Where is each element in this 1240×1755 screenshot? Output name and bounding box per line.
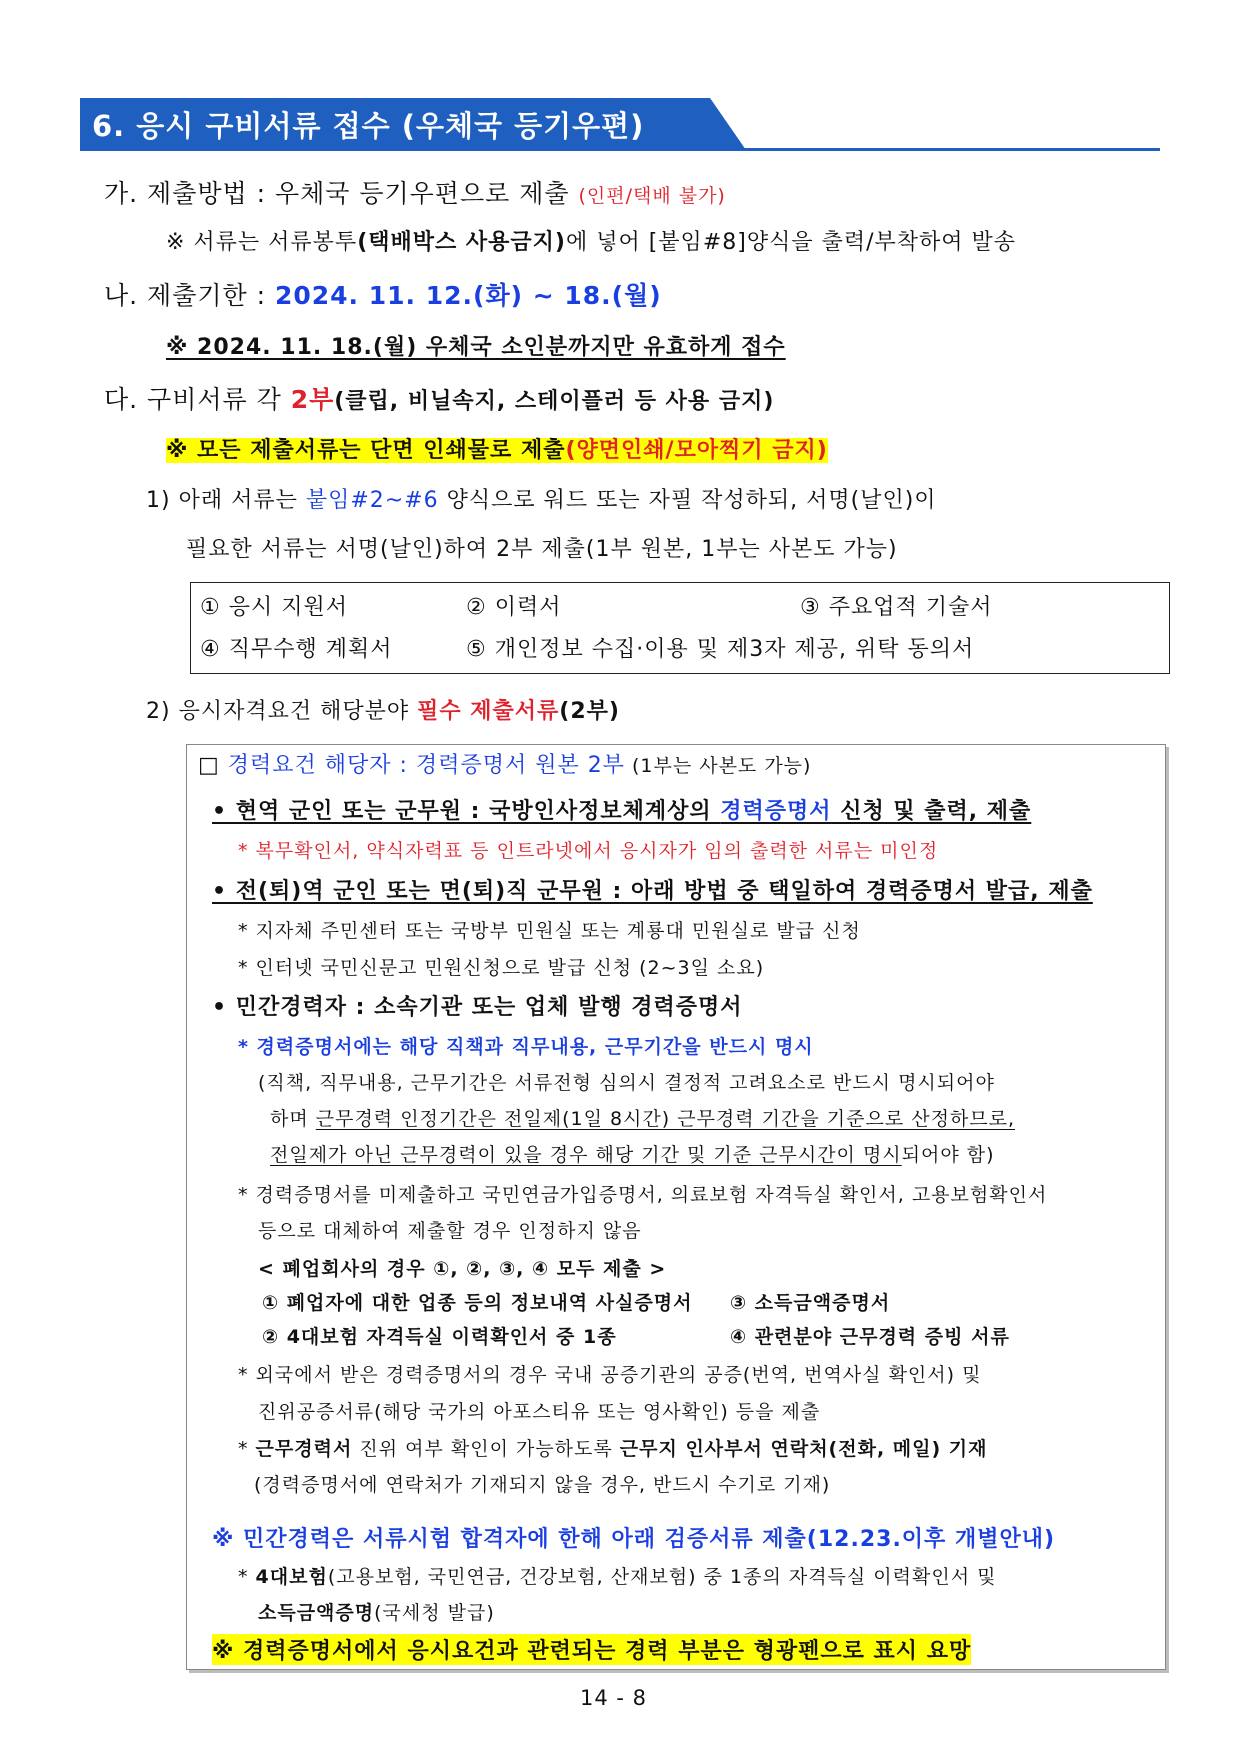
active-military-text: • 현역 군인 또는 군무원 : 국방인사정보체계상의 — [212, 799, 721, 824]
print-warning-text: ※ 모든 제출서류는 단면 인쇄물로 제출 — [166, 438, 566, 463]
civil-career-para-3 — [270, 1140, 995, 1167]
item2-text: 2) 응시자격요건 해당분야 — [146, 699, 418, 724]
civil-career-para-2a: 하며 — [270, 1108, 316, 1130]
active-military-note: * 복무확인서, 약식자력표 등 인트라넷에서 응시자가 임의 출력한 서류는 미인정 — [238, 840, 939, 862]
contact-note-text: 진위 여부 확인이 가능하도록 — [352, 1438, 620, 1460]
doc-item-4: ④ 직무수행 계획서 — [200, 637, 393, 662]
print-warning — [166, 433, 828, 464]
civil-career-para-2 — [270, 1104, 1015, 1131]
former-military-note-1: * 지자체 주민센터 또는 국방부 민원실 또는 계룡대 민원실로 발급 신청 — [238, 920, 861, 942]
closed-company-item-3: ③ 소득금액증명서 — [730, 1292, 891, 1314]
active-military — [212, 794, 1031, 825]
item1-attachment: 붙임#2~#6 — [305, 488, 439, 513]
civil-career-para-3a: 전일제가 아닌 근무경력이 있을 경우 해당 기간 및 기준 근무시간이 명시 — [270, 1144, 902, 1166]
highlight-notice: ※ 경력증명서에서 응시요건과 관련되는 경력 부분은 형광펜으로 표시 요망 — [212, 1634, 971, 1665]
verification-note-1 — [238, 1562, 996, 1589]
deadline-date: 2024. 11. 12.(화) ~ 18.(월) — [274, 281, 662, 310]
career-heading-text: 경력요건 해당자 : 경력증명서 원본 2부 — [227, 753, 625, 778]
closed-company-item-4: ④ 관련분야 근무경력 증빙 서류 — [730, 1326, 1010, 1348]
item1-line1 — [146, 483, 937, 514]
deadline-sub: ※ 2024. 11. 18.(월) 우체국 소인분까지만 유효하게 접수 — [166, 335, 786, 360]
former-military: • 전(퇴)역 군인 또는 면(퇴)직 군무원 : 아래 방법 중 택일하여 경력증명서 발급, 제출 — [212, 879, 1093, 904]
civil-career-para-2b: 근무경력 인정기간은 전일제(1일 8시간) 근무경력 기간을 기준으로 산정하므로, — [315, 1108, 1016, 1130]
required-docs-note: (클립, 비닐속지, 스테이플러 등 사용 금지) — [334, 389, 775, 414]
civil-career-para-3b: 되어야 함) — [901, 1144, 995, 1166]
verification-bold-2: 소득금액증명 — [258, 1602, 375, 1624]
closed-company-item-1: ① 폐업자에 대한 업종 등의 정보내역 사실증명서 — [262, 1292, 693, 1314]
civil-career-note-2a: * 경력증명서를 미제출하고 국민연금가입증명서, 의료보험 자격득실 확인서, 고용보험확인서 — [238, 1184, 1048, 1206]
civil-career: • 민간경력자 : 소속기관 또는 업체 발행 경력증명서 — [212, 995, 743, 1020]
deadline — [104, 276, 662, 312]
section-title: 6. 응시 구비서류 접수 (우체국 등기우편) — [92, 109, 645, 143]
submission-method-note: (인편/택배 불가) — [578, 185, 726, 207]
verification-star: * — [238, 1566, 256, 1588]
civil-career-para-1: (직책, 직무내용, 근무기간은 서류전형 심의시 결정적 고려요소로 반드시 명시되어야 — [258, 1072, 995, 1094]
doc-item-1: ① 응시 지원서 — [200, 595, 348, 620]
item1-text-2: 양식으로 워드 또는 자필 작성하되, 서명(날인)이 — [438, 488, 937, 513]
closed-company-heading: < 폐업회사의 경우 ①, ②, ③, ④ 모두 제출 > — [258, 1258, 667, 1280]
career-heading-note: (1부는 사본도 가능) — [624, 755, 812, 777]
required-docs-label: 다. 구비서류 각 — [104, 385, 291, 414]
former-military-note-2: * 인터넷 국민신문고 민원신청으로 발급 신청 (2~3일 소요) — [238, 957, 765, 979]
foreign-cert-note-a: * 외국에서 받은 경력증명서의 경우 국내 공증기관의 공증(번역, 번역사실 확인서) 및 — [238, 1364, 982, 1386]
verification-text: (고용보험, 국민연금, 건강보험, 산재보험) 중 1종의 자격득실 이력확인서 및 — [327, 1566, 997, 1588]
verification-note-2 — [258, 1598, 495, 1625]
section-header-rule — [80, 148, 1160, 151]
section-header-arrow — [710, 98, 746, 150]
item2-count: (2부) — [559, 699, 620, 724]
career-checkbox: □ — [198, 753, 228, 778]
closed-company-item-2: ② 4대보험 자격득실 이력확인서 중 1종 — [262, 1326, 617, 1348]
active-military-text-2: 신청 및 출력, 제출 — [831, 799, 1032, 824]
required-docs-count: 2부 — [290, 385, 335, 414]
item1-line2: 필요한 서류는 서명(날인)하여 2부 제출(1부 원본, 1부는 사본도 가능) — [186, 537, 898, 562]
print-warning-note: (양면인쇄/모아찍기 금지) — [565, 438, 828, 463]
verification-text-2: (국세청 발급) — [374, 1602, 495, 1624]
contact-note-bold-1: 근무경력서 — [255, 1438, 353, 1460]
contact-note-star: * — [238, 1438, 256, 1460]
career-heading — [198, 748, 811, 779]
item2 — [146, 694, 620, 725]
sub-text-2: 에 넣어 [붙임#8]양식을 출력/부착하여 발송 — [565, 230, 1016, 255]
sub-text: ※ 서류는 서류봉투 — [166, 230, 358, 255]
contact-note-para: (경력증명서에 연락처가 기재되지 않을 경우, 반드시 수기로 기재) — [254, 1474, 831, 1496]
submission-method — [104, 174, 726, 210]
foreign-cert-note-b: 진위공증서류(해당 국가의 아포스티유 또는 영사확인) 등을 제출 — [258, 1401, 821, 1423]
item1-text: 1) 아래 서류는 — [146, 488, 306, 513]
page-number: 14 - 8 — [580, 1686, 648, 1710]
deadline-label: 나. 제출기한 : — [104, 281, 275, 310]
required-docs — [104, 380, 774, 416]
verification-bold: 4대보험 — [255, 1566, 328, 1588]
doc-item-5: ⑤ 개인정보 수집·이용 및 제3자 제공, 위탁 동의서 — [466, 637, 975, 662]
submission-method-sub — [166, 225, 1016, 256]
contact-note — [238, 1434, 988, 1461]
doc-item-3: ③ 주요업적 기술서 — [800, 595, 993, 620]
submission-method-label: 가. 제출방법 : 우체국 등기우편으로 제출 — [104, 179, 579, 208]
sub-bold: (택배박스 사용금지) — [357, 230, 566, 255]
contact-note-bold-2: 근무지 인사부서 연락처(전화, 메일) 기재 — [619, 1438, 988, 1460]
civil-career-note-1: * 경력증명서에는 해당 직책과 직무내용, 근무기간을 반드시 명시 — [238, 1036, 814, 1058]
civil-career-note-2b: 등으로 대체하여 제출할 경우 인정하지 않음 — [258, 1220, 642, 1242]
item2-required: 필수 제출서류 — [417, 699, 560, 724]
verification-notice: ※ 민간경력은 서류시험 합격자에 한해 아래 검증서류 제출(12.23.이후 개별안내) — [212, 1527, 1056, 1552]
active-military-cert: 경력증명서 — [720, 799, 832, 824]
doc-item-2: ② 이력서 — [466, 595, 562, 620]
